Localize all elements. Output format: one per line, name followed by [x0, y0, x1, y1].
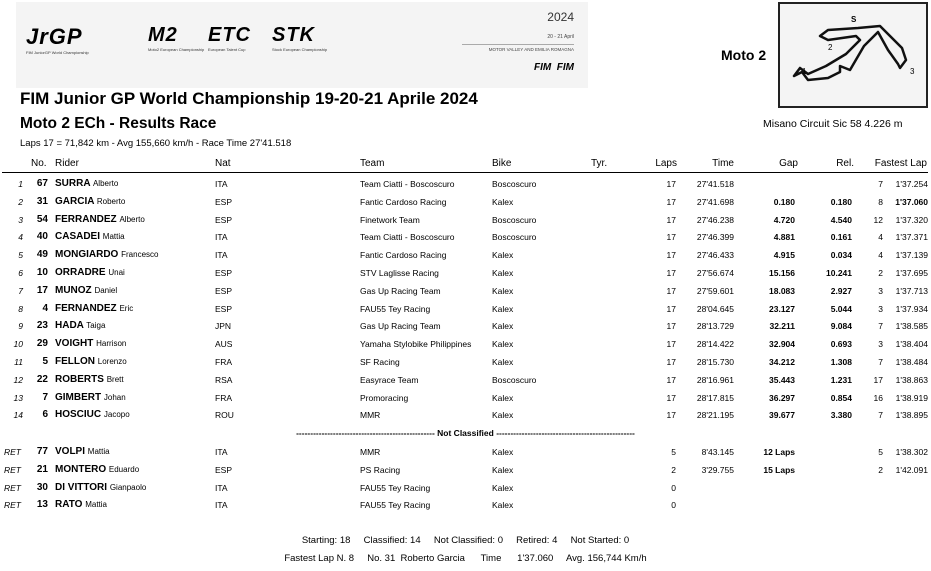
cell-gap: 0.180	[773, 196, 795, 207]
cell-fl-time: 1'37.713	[895, 285, 928, 296]
cell-firstname: Alberto	[92, 179, 119, 188]
cell-team: Finetwork Team	[360, 214, 420, 225]
cell-laps: 17	[666, 410, 676, 421]
col-team: Team	[360, 158, 385, 169]
cell-gap: 34.212	[769, 357, 795, 367]
table-row	[0, 197, 931, 214]
cell-pos: 6	[18, 268, 23, 278]
cell-number: 29	[36, 338, 48, 350]
fastest-lap-summary: Fastest Lap N. 8 No. 31 Roberto Garcia Time 1'37.060 Avg. 156,744 Km/h	[284, 553, 647, 564]
cell-firstname: Francesco	[121, 250, 159, 260]
cell-firstname: Taiga	[86, 321, 106, 331]
cell-time: 27'41.698	[696, 196, 734, 207]
cell-surname	[55, 231, 125, 242]
cell-laps: 17	[666, 196, 676, 207]
cell-nat: FRA	[215, 357, 232, 367]
cell-surname	[55, 303, 133, 314]
cell-bike: Kalex	[492, 410, 514, 421]
cell-team: MMR	[360, 410, 381, 421]
cell-nat: ITA	[215, 482, 228, 493]
cell-surname	[55, 249, 158, 260]
cell-nat: ITA	[215, 500, 228, 511]
cell-fl-time: 1'42.091	[895, 464, 928, 475]
cell-laps: 17	[666, 179, 676, 189]
cell-number: 77	[36, 446, 48, 457]
header-divider	[2, 172, 928, 173]
cell-number: 30	[36, 481, 48, 493]
cell-rel: 0.034	[830, 250, 852, 261]
cell-rel: 5.044	[830, 303, 852, 314]
cell-bike: Kalex	[492, 482, 514, 493]
cell-fl-time: 1'38.302	[895, 447, 928, 457]
cell-rel: 1.231	[830, 374, 852, 385]
cell-fl-time: 1'38.863	[895, 374, 928, 385]
table-row	[0, 357, 931, 374]
col-no: No.	[31, 158, 47, 169]
fim-logo: FIM FIM	[534, 62, 574, 73]
cell-fl-lap: 17	[873, 374, 883, 385]
cell-time: 28'16.961	[696, 374, 734, 385]
cell-fl-lap: 7	[878, 179, 883, 189]
cell-fl-lap: 4	[878, 250, 883, 261]
cell-bike: Boscoscuro	[492, 214, 537, 225]
cell-gap: 39.677	[769, 410, 795, 421]
cell-fl-time: 1'37.060	[895, 196, 928, 207]
cell-team: FAU55 Tey Racing	[360, 303, 431, 314]
cell-fl-time: 1'38.404	[895, 339, 928, 350]
col-nat: Nat	[215, 158, 231, 169]
cell-laps: 17	[666, 321, 676, 332]
cell-team: Team Ciatti - Boscoscuro	[360, 179, 455, 189]
cell-time: 27'56.674	[696, 268, 734, 278]
cell-team: Promoracing	[360, 392, 409, 403]
cell-nat: ITA	[215, 232, 228, 243]
cell-team: FAU55 Tey Racing	[360, 500, 431, 511]
cell-firstname: Lorenzo	[97, 357, 127, 366]
cell-gap: 15 Laps	[763, 464, 795, 475]
cell-firstname: Brett	[106, 374, 124, 384]
event-banner	[16, 2, 588, 88]
col-bike: Bike	[492, 158, 512, 169]
cell-pos: RET	[4, 500, 21, 511]
cell-gap: 23.127	[769, 303, 795, 314]
cell-rel: 0.854	[830, 392, 852, 403]
cell-team: Easyrace Team	[360, 374, 419, 385]
table-row	[0, 268, 931, 285]
cell-number: 23	[36, 320, 48, 332]
cell-pos: 8	[18, 303, 23, 314]
cell-rel: 1.308	[830, 357, 852, 367]
cell-fl-time: 1'38.484	[895, 357, 928, 367]
cell-number: 22	[36, 373, 48, 385]
cell-fl-lap: 3	[878, 285, 883, 296]
track-label-1: 1	[802, 67, 807, 76]
cell-time: 8'43.145	[701, 447, 734, 457]
cell-nat: ITA	[215, 447, 228, 457]
cell-bike: Kalex	[492, 268, 514, 278]
cell-lastname: VOIGHT	[55, 338, 94, 350]
cell-laps: 5	[671, 447, 676, 457]
col-time: Time	[712, 158, 734, 169]
cell-laps: 17	[666, 232, 676, 243]
cell-lastname: FERRANDEZ	[55, 213, 117, 225]
cell-pos: 12	[13, 374, 23, 385]
cell-fl-time: 1'37.695	[895, 268, 928, 278]
table-row	[0, 286, 931, 303]
track-label-3: 3	[910, 67, 915, 76]
cell-bike: Kalex	[492, 447, 514, 457]
cell-pos: 10	[13, 339, 23, 350]
cell-bike: Kalex	[492, 303, 514, 314]
cell-laps: 17	[666, 303, 676, 314]
cell-bike: Boscoscuro	[492, 374, 537, 385]
cell-lastname: ORRADRE	[55, 267, 106, 278]
class-label: Moto 2	[721, 47, 767, 63]
cell-fl-time: 1'38.919	[895, 392, 928, 403]
cell-number: 67	[36, 178, 48, 189]
table-row	[0, 339, 931, 356]
cell-surname	[55, 482, 146, 493]
cell-team: MMR	[360, 447, 381, 457]
cell-firstname: Alberto	[119, 214, 145, 224]
cell-time: 27'46.238	[696, 214, 734, 225]
cell-fl-lap: 12	[873, 214, 883, 225]
cell-fl-lap: 7	[878, 357, 883, 367]
cell-number: 40	[36, 231, 48, 243]
cell-fl-time: 1'37.934	[895, 303, 928, 314]
banner-year: 2024	[547, 10, 574, 24]
cell-lastname: SURRA	[55, 178, 91, 189]
page-subtitle: Moto 2 ECh - Results Race	[20, 115, 217, 132]
cell-fl-time: 1'37.320	[895, 214, 928, 225]
col-tyr: Tyr.	[591, 158, 608, 169]
cell-number: 49	[36, 249, 48, 261]
cell-bike: Kalex	[492, 357, 514, 367]
cell-fl-lap: 7	[878, 321, 883, 332]
cell-rel: 9.084	[830, 321, 852, 332]
table-row	[0, 215, 931, 232]
cell-gap: 36.297	[769, 392, 795, 403]
stk-logo: STK Stock European Championship	[272, 24, 328, 52]
table-row	[0, 410, 931, 427]
cell-fl-time: 1'37.371	[895, 232, 928, 243]
cell-bike: Kalex	[492, 250, 514, 261]
cell-time: 27'59.601	[696, 285, 734, 296]
cell-gap: 4.915	[773, 250, 795, 261]
cell-time: 28'13.729	[696, 321, 734, 332]
cell-time: 28'17.815	[696, 392, 734, 403]
cell-nat: ESP	[215, 214, 233, 225]
cell-nat: ESP	[215, 303, 233, 314]
cell-pos: 7	[18, 285, 23, 296]
cell-team: Fantic Cardoso Racing	[360, 196, 447, 207]
cell-firstname: Mattia	[102, 232, 125, 242]
cell-number: 10	[36, 267, 48, 278]
cell-surname	[55, 464, 139, 475]
cell-gap: 15.156	[769, 268, 795, 278]
cell-laps: 17	[666, 374, 676, 385]
cell-team: FAU55 Tey Racing	[360, 482, 431, 493]
cell-nat: JPN	[215, 321, 232, 332]
cell-bike: Kalex	[492, 339, 514, 350]
cell-pos: 14	[13, 410, 23, 421]
table-row	[0, 447, 931, 464]
cell-pos: 11	[14, 357, 23, 367]
cell-gap: 4.720	[773, 214, 795, 225]
cell-lastname: DI VITTORI	[55, 481, 108, 493]
cell-surname	[55, 320, 105, 331]
cell-fl-lap: 7	[878, 410, 883, 421]
cell-fl-lap: 4	[878, 232, 883, 243]
cell-pos: RET	[4, 447, 21, 457]
cell-gap: 35.443	[769, 374, 795, 385]
table-row	[0, 465, 931, 482]
cell-laps: 17	[666, 339, 676, 350]
cell-firstname: Mattia	[87, 447, 110, 456]
cell-pos: 2	[18, 196, 23, 207]
table-row	[0, 483, 931, 500]
cell-firstname: Gianpaolo	[109, 482, 147, 492]
cell-lastname: RATO	[55, 499, 83, 511]
cell-surname	[55, 446, 110, 457]
cell-laps: 17	[666, 250, 676, 261]
cell-team: Team Ciatti - Boscoscuro	[360, 232, 455, 243]
cell-rel: 3.380	[830, 410, 852, 421]
table-row	[0, 179, 931, 196]
circuit-map-icon	[780, 4, 926, 106]
track-label-2: 2	[828, 43, 833, 52]
cell-surname	[55, 409, 130, 420]
cell-surname	[55, 214, 145, 225]
cell-surname	[55, 356, 127, 367]
cell-lastname: VOLPI	[55, 446, 86, 457]
col-laps: Laps	[655, 158, 677, 169]
cell-gap: 32.904	[769, 339, 795, 350]
cell-firstname: Mattia	[85, 500, 107, 510]
cell-time: 27'46.399	[696, 232, 734, 243]
table-row	[0, 375, 931, 392]
cell-rel: 0.693	[830, 339, 852, 350]
cell-lastname: HOSCIUC	[55, 409, 102, 421]
cell-pos: RET	[4, 464, 21, 475]
cell-nat: AUS	[215, 339, 233, 350]
cell-nat: ESP	[215, 196, 233, 207]
cell-time: 28'04.645	[696, 303, 734, 314]
cell-firstname: Unai	[108, 268, 125, 277]
cell-laps: 17	[666, 392, 676, 403]
cell-lastname: GIMBERT	[55, 391, 102, 403]
cell-fl-time: 1'38.895	[895, 410, 928, 421]
col-rel: Rel.	[836, 158, 854, 169]
banner-dates: 20 - 21 April	[547, 34, 574, 40]
cell-lastname: HADA	[55, 320, 84, 332]
cell-laps: 2	[671, 464, 676, 475]
cell-lastname: GARCIA	[55, 195, 95, 207]
cell-surname	[55, 392, 126, 403]
cell-pos: 3	[18, 214, 23, 225]
cell-bike: Kalex	[492, 321, 514, 332]
cell-number: 54	[36, 213, 48, 225]
cell-nat: ITA	[215, 250, 228, 261]
cell-surname	[55, 285, 117, 296]
race-info: Laps 17 = 71,842 km - Avg 155,660 km/h - Race Time 27'41.518	[20, 138, 292, 149]
cell-time: 27'46.433	[696, 250, 734, 261]
table-row	[0, 393, 931, 410]
cell-time: 28'14.422	[696, 339, 734, 350]
cell-firstname: Eric	[119, 303, 134, 313]
cell-fl-lap: 3	[878, 339, 883, 350]
cell-fl-lap: 3	[878, 303, 883, 314]
cell-firstname: Jacopo	[103, 410, 130, 420]
cell-number: 4	[42, 302, 48, 314]
cell-laps: 0	[671, 482, 676, 493]
cell-pos: 9	[18, 321, 23, 332]
race-summary: Starting: 18 Classified: 14 Not Classified: 0 Retired: 4 Not Started: 0	[301, 535, 630, 546]
cell-number: 6	[42, 409, 48, 421]
cell-fl-lap: 2	[878, 268, 883, 278]
cell-nat: ESP	[215, 464, 233, 475]
cell-rel: 10.241	[826, 268, 852, 278]
cell-rel: 0.180	[830, 196, 852, 207]
cell-laps: 17	[666, 268, 676, 278]
cell-gap: 32.211	[769, 321, 795, 332]
cell-nat: ESP	[215, 268, 233, 278]
cell-time: 28'15.730	[696, 357, 734, 367]
cell-bike: Kalex	[492, 500, 514, 511]
cell-pos: 1	[18, 179, 23, 189]
cell-time: 3'29.755	[701, 464, 734, 475]
page-title: FIM Junior GP World Championship 19-20-21 Aprile 2024	[20, 89, 478, 108]
cell-rel: 2.927	[830, 285, 852, 296]
cell-number: 17	[36, 284, 48, 296]
cell-time: 27'41.518	[696, 179, 734, 189]
cell-number: 7	[42, 391, 48, 403]
col-fastest-lap: Fastest Lap	[874, 158, 927, 169]
m2-logo: M2 Moto2 European Championship	[148, 24, 205, 52]
banner-venue: MOTOR VALLEY AND EMILIA ROMAGNA	[462, 44, 574, 52]
cell-fl-lap: 5	[878, 447, 883, 457]
cell-team: Yamaha Stylobike Philippines	[360, 339, 472, 350]
cell-fl-time: 1'37.254	[895, 179, 928, 189]
track-map	[778, 2, 928, 108]
cell-firstname: Eduardo	[108, 464, 140, 474]
cell-team: Fantic Cardoso Racing	[360, 250, 447, 261]
cell-surname	[55, 499, 107, 510]
cell-bike: Kalex	[492, 196, 514, 207]
track-label-s: S	[851, 15, 857, 24]
cell-team: SF Racing	[360, 357, 400, 367]
table-row	[0, 321, 931, 338]
cell-laps: 0	[671, 500, 676, 511]
table-row	[0, 250, 931, 267]
cell-laps: 17	[666, 285, 676, 296]
cell-surname	[55, 374, 124, 385]
cell-lastname: FERNANDEZ	[55, 302, 117, 314]
cell-pos: 5	[18, 250, 23, 261]
cell-lastname: MONTERO	[55, 463, 107, 475]
cell-fl-time: 1'38.585	[895, 321, 928, 332]
cell-bike: Kalex	[492, 285, 514, 296]
cell-nat: ITA	[215, 179, 228, 189]
cell-fl-lap: 2	[878, 464, 883, 475]
cell-firstname: Daniel	[94, 285, 118, 295]
cell-team: Gas Up Racing Team	[360, 321, 441, 332]
cell-bike: Kalex	[492, 392, 514, 403]
cell-surname	[55, 196, 125, 207]
cell-lastname: FELLON	[55, 356, 95, 367]
not-classified-divider: ------------------------------------------------- Not Classified -------------------------------------------------	[296, 428, 635, 438]
table-row	[0, 500, 931, 517]
cell-nat: RSA	[215, 374, 233, 385]
cell-team: STV Laglisse Racing	[360, 268, 439, 278]
jrgp-logo: JrGP FIM JuniorGP World Championship	[26, 24, 89, 55]
cell-lastname: MUNOZ	[55, 284, 92, 296]
cell-bike: Boscoscuro	[492, 232, 537, 243]
cell-number: 31	[36, 195, 48, 207]
cell-lastname: ROBERTS	[55, 373, 104, 385]
cell-rel: 4.540	[830, 214, 852, 225]
cell-gap: 4.881	[773, 232, 795, 243]
cell-firstname: Johan	[103, 392, 126, 402]
table-row	[0, 304, 931, 321]
cell-lastname: MONGIARDO	[55, 249, 119, 261]
cell-fl-time: 1'37.139	[895, 250, 928, 261]
cell-fl-lap: 16	[873, 392, 883, 403]
etc-logo: ETC European Talent Cup	[208, 24, 251, 52]
cell-fl-lap: 8	[878, 196, 883, 207]
cell-number: 21	[36, 463, 48, 475]
cell-number: 5	[42, 356, 48, 367]
cell-lastname: CASADEI	[55, 231, 101, 243]
cell-gap: 12 Laps	[763, 447, 795, 457]
col-gap: Gap	[779, 158, 798, 169]
cell-pos: 13	[13, 392, 23, 403]
cell-surname	[55, 267, 125, 278]
cell-surname	[55, 178, 118, 189]
cell-gap: 18.083	[769, 285, 795, 296]
cell-number: 13	[36, 499, 48, 511]
cell-bike: Kalex	[492, 464, 514, 475]
cell-rel: 0.161	[830, 232, 852, 243]
cell-nat: ESP	[215, 285, 233, 296]
cell-time: 28'21.195	[696, 410, 734, 421]
cell-bike: Boscoscuro	[492, 179, 537, 189]
cell-team: Gas Up Racing Team	[360, 285, 441, 296]
cell-firstname: Roberto	[96, 196, 126, 206]
cell-team: PS Racing	[360, 464, 401, 475]
cell-firstname: Harrison	[96, 339, 127, 349]
cell-laps: 17	[666, 357, 676, 367]
table-row	[0, 232, 931, 249]
circuit-name: Misano Circuit Sic 58 4.226 m	[763, 118, 903, 130]
cell-laps: 17	[666, 214, 676, 225]
cell-pos: 4	[18, 232, 23, 243]
cell-nat: FRA	[215, 392, 232, 403]
cell-nat: ROU	[215, 410, 234, 421]
cell-pos: RET	[4, 482, 21, 493]
col-rider: Rider	[55, 158, 79, 169]
cell-surname	[55, 338, 126, 349]
